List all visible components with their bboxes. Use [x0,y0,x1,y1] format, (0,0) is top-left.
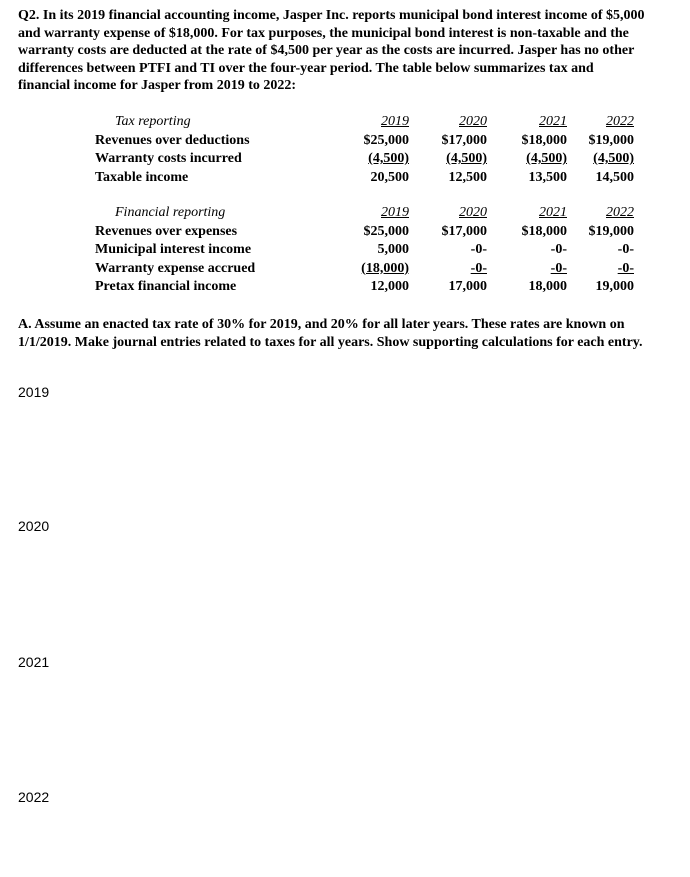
table-cell: 13,500 [528,169,567,185]
row-label: Revenues over deductions [95,132,250,148]
table-cell: (4,500) [368,151,409,166]
table-cell: 12,000 [370,279,409,294]
tax-reporting-table [95,113,634,187]
year-header: 2019 [381,114,409,129]
table-cell: 12,500 [448,169,487,185]
year-header: 2020 [459,114,487,129]
table-cell: -0- [470,260,487,276]
table-header-row [95,204,634,223]
table-cell: $19,000 [588,223,634,239]
tax-table-header: Tax reporting [115,114,191,129]
year-header: 2021 [539,114,567,129]
table-cell: -0- [550,242,567,257]
table-row [95,260,634,279]
year-header: 2019 [381,205,409,220]
table-cell: 20,500 [370,169,409,185]
year-header: 2021 [539,205,567,220]
table-cell: (4,500) [526,151,567,166]
part-a-instructions: A. Assume an enacted tax rate of 30% for 2019, and 20% for all later years. These rates are known on 1/1/2019. Make journal entries related to taxes for all years. Show supporting calculations for each entry. [18,317,643,350]
row-label: Municipal interest income [95,242,252,257]
table-cell: (18,000) [361,260,409,276]
table-cell: -0- [470,242,487,257]
table-row [95,278,634,297]
row-label: Pretax financial income [95,279,237,294]
table-cell: $19,000 [588,132,634,148]
table-cell: 5,000 [377,242,409,257]
table-cell: $17,000 [441,132,487,148]
question-intro: Q2. In its 2019 financial accounting income, Jasper Inc. reports municipal bond interest income of $5,000 and warranty expense of $18,000. For tax purposes, the municipal bond interest is non-taxable and the warranty costs are deducted at the rate of $4,500 per year as the costs are incurred. Jasper has no other differences between PTFI and TI over the four-year period. The table below summarizes tax and financial income for Jasper from 2019 to 2022: [18,8,645,94]
answer-year-label: 2020 [18,518,50,534]
row-label: Taxable income [95,169,189,185]
answer-year-label: 2021 [18,654,50,670]
table-cell: 18,000 [528,279,567,294]
table-cell: $18,000 [521,132,567,148]
table-row [95,223,634,242]
table-cell: -0- [617,260,634,276]
table-cell: $18,000 [521,223,567,239]
table-cell: (4,500) [446,151,487,166]
row-label: Revenues over expenses [95,223,238,239]
table-cell: -0- [550,260,567,276]
table-row [95,169,634,188]
table-row [95,132,634,151]
year-header: 2020 [459,205,487,220]
answer-year-label: 2022 [18,789,50,805]
table-cell: 17,000 [448,279,487,294]
table-row [95,241,634,260]
table-cell: $17,000 [441,223,487,239]
table-row [95,150,634,169]
table-cell: -0- [617,242,634,257]
year-header: 2022 [606,114,634,129]
table-cell: $25,000 [363,223,409,239]
row-label: Warranty costs incurred [95,151,242,166]
table-cell: $25,000 [363,132,409,148]
answer-year-label: 2019 [18,384,50,400]
table-cell: (4,500) [593,151,634,166]
fin-table-header: Financial reporting [115,205,226,220]
table-cell: 14,500 [595,169,634,185]
financial-reporting-table [95,204,634,297]
year-header: 2022 [606,205,634,220]
row-label: Warranty expense accrued [95,260,256,276]
table-header-row [95,113,634,132]
table-cell: 19,000 [595,279,634,294]
